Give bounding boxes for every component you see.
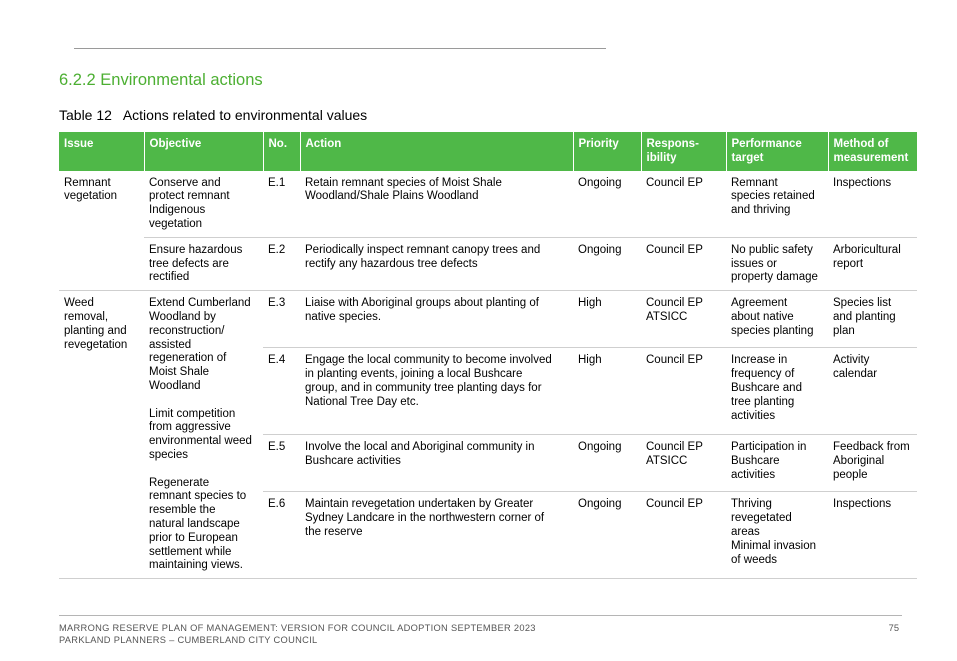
performance-target-cell: Increase in frequency of Bushcare and tree planting activities — [726, 348, 828, 435]
table-header-row — [59, 132, 917, 171]
issue-cell: Remnant vegetation — [59, 171, 144, 291]
priority-cell: Ongoing — [573, 435, 641, 492]
objective-cell — [144, 291, 263, 579]
performance-target-cell: Agreement about native species planting — [726, 291, 828, 348]
action-cell: Involve the local and Aboriginal community in Bushcare activities — [300, 435, 573, 492]
environmental-actions-table — [59, 132, 917, 579]
responsibility-cell: Council EP — [641, 171, 726, 238]
performance-target-cell: No public safety issues or property damage — [726, 237, 828, 290]
priority-cell: Ongoing — [573, 492, 641, 579]
action-cell: Engage the local community to become involved in planting events, joining a local Bushcare group, and in community tree planting days for National Tree Day etc. — [300, 348, 573, 435]
objective-cell: Ensure hazardous tree defects are rectified — [144, 237, 263, 290]
action-cell: Liaise with Aboriginal groups about planting of native species. — [300, 291, 573, 348]
section-heading: 6.2.2 Environmental actions — [59, 71, 263, 89]
priority-cell: High — [573, 348, 641, 435]
responsibility-cell: Council EP ATSICC — [641, 435, 726, 492]
responsibility-cell: Council EP — [641, 492, 726, 579]
responsibility-cell: Council EP — [641, 237, 726, 290]
action-number: E.1 — [263, 171, 300, 238]
method-cell: Feedback from Aboriginal people — [828, 435, 917, 492]
priority-cell: Ongoing — [573, 171, 641, 238]
table-row — [59, 171, 917, 238]
method-cell: Activity calendar — [828, 348, 917, 435]
priority-cell: Ongoing — [573, 237, 641, 290]
header-no: No. — [263, 132, 300, 171]
footer-document-title: MARRONG RESERVE PLAN OF MANAGEMENT: VERSION FOR COUNCIL ADOPTION SEPTEMBER 2023 — [59, 623, 536, 633]
method-cell: Arboricultural report — [828, 237, 917, 290]
issue-cell: Weed removal, planting and revegetation — [59, 291, 144, 579]
page-number: 75 — [888, 623, 899, 633]
objective-paragraph: Extend Cumberland Woodland by reconstruction/ assisted regeneration of Moist Shale Woodland — [149, 297, 251, 392]
performance-target-cell: Thriving revegetated areas Minimal invasion of weeds — [726, 492, 828, 579]
table-row — [59, 237, 917, 290]
header-divider — [74, 48, 606, 49]
priority-cell: High — [573, 291, 641, 348]
performance-target-cell: Remnant species retained and thriving — [726, 171, 828, 238]
action-number: E.4 — [263, 348, 300, 435]
action-cell: Retain remnant species of Moist Shale Woodland/Shale Plains Woodland — [300, 171, 573, 238]
performance-target-cell: Participation in Bushcare activities — [726, 435, 828, 492]
method-cell: Inspections — [828, 171, 917, 238]
objective-paragraph: Regenerate remnant species to resemble the natural landscape prior to European settlement while maintaining views. — [149, 476, 247, 572]
responsibility-cell: Council EP — [641, 348, 726, 435]
header-objective: Objective — [144, 132, 263, 171]
action-cell: Maintain revegetation undertaken by Greater Sydney Landcare in the northwestern corner of the reserve — [300, 492, 573, 579]
header-method: Method of measurement — [828, 132, 917, 171]
objective-cell: Conserve and protect remnant Indigenous vegetation — [144, 171, 263, 238]
method-cell: Inspections — [828, 492, 917, 579]
header-responsibility: Respons- ibility — [641, 132, 726, 171]
objective-paragraph: Limit competition from aggressive environmental weed species — [149, 407, 252, 461]
action-number: E.2 — [263, 237, 300, 290]
action-number: E.3 — [263, 291, 300, 348]
footer-divider — [59, 615, 902, 616]
action-cell: Periodically inspect remnant canopy trees and rectify any hazardous tree defects — [300, 237, 573, 290]
action-number: E.6 — [263, 492, 300, 579]
header-priority: Priority — [573, 132, 641, 171]
table-row — [59, 291, 917, 348]
method-cell: Species list and planting plan — [828, 291, 917, 348]
action-number: E.5 — [263, 435, 300, 492]
header-performance-target: Performance target — [726, 132, 828, 171]
table-caption: Table 12 Actions related to environmental values — [59, 107, 368, 123]
responsibility-cell: Council EP ATSICC — [641, 291, 726, 348]
footer-author: PARKLAND PLANNERS – CUMBERLAND CITY COUNCIL — [59, 635, 318, 645]
header-action: Action — [300, 132, 573, 171]
header-issue: Issue — [59, 132, 144, 171]
